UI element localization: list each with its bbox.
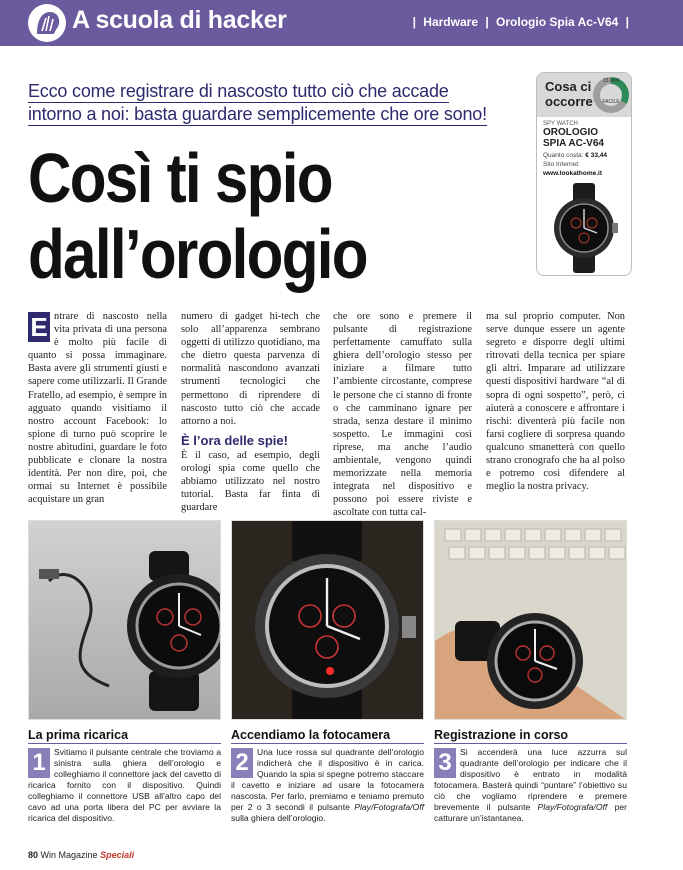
watch-product-icon bbox=[541, 183, 627, 273]
gauge-level: FACILE bbox=[602, 99, 620, 105]
step-1-number: 1 bbox=[28, 748, 50, 778]
step-1-text: Svitiamo il pulsante centrale che troviamo a sinistra sulla ghiera dell’orologio e colleghiamo il connettore jack del cavetto di ricarica fornito con il dispositivo. Quindi colleghiamo il connettore USB all’altro capo del cavo ad una porta libera del PC per avviare la ricarica del dispositivo. bbox=[28, 747, 221, 823]
difficulty-gauge-icon bbox=[593, 77, 629, 113]
title-line-1: Così ti spio bbox=[28, 139, 332, 217]
magazine-special: Speciali bbox=[100, 850, 135, 860]
requirements-box-header bbox=[537, 73, 631, 117]
step-1 bbox=[28, 728, 221, 824]
deck-line-1: Ecco come registrare di nascosto tutto ciò che accade bbox=[28, 81, 449, 101]
paragraph-spy-watch: È il caso, ad esempio, degli orologi spia come quello che abbiamo utilizzato nel nostro tutorial. Basta far finta di guardare bbox=[181, 449, 320, 514]
title-line-2: dall’orologio bbox=[28, 215, 367, 293]
section-header-band bbox=[0, 0, 683, 46]
article-column-4 bbox=[486, 310, 625, 493]
article-column-3 bbox=[333, 310, 472, 520]
paragraph-privacy: ma sul proprio computer. Non serve dunque essere un agente segreto e disporre degli ultimi ritrovati della tecnica per spiare gli altri. Imparare ad utilizzare questi dispositivi hardware “al di sopra di ogni sospetto”, però, ci aiuterà a conoscere e affrontare i rischi: diventerà più facile non farsi cogliere di sorpresa quando qualcuno smanetterà con quello strano cronografo che ha al polso e potremo così difendere al meglio la nostra privacy. bbox=[486, 311, 625, 493]
site-link[interactable]: www.lookathome.it bbox=[543, 170, 602, 177]
product-category: SPY WATCH bbox=[543, 121, 578, 127]
site-label: Sito Internet: bbox=[543, 161, 580, 168]
price-value: € 33,44 bbox=[585, 152, 607, 159]
step-2-text: Una luce rossa sul quadrante dell’orologio indicherà che il dispositivo è in carica. Quando la spia si spegne potremo staccare il cavetto e iniziare ad usare la fotocamera nascosta. Per farlo, premiamo e teniamo premuto per 2 o 3 secondi il pulsante Play/Fotografa/Off sulla ghiera dell’orologio. bbox=[231, 747, 424, 823]
paragraph-gadgets: numero di gadget hi-tech che solo all’apparenza sembrano oggetti di utilizzo quotidiano, ma che dietro questa parvenza di normalità nascondono avanzati strumenti tecnologici che permettono di riprendere di nascosto tutto ciò che accade attorno a noi. bbox=[181, 311, 320, 427]
step-1-title: La prima ricarica bbox=[28, 728, 221, 744]
requirements-body bbox=[537, 117, 631, 181]
price-row: Quanto costa: € 33,44 bbox=[543, 152, 607, 159]
requirements-box bbox=[536, 72, 632, 276]
magazine-name: Win Magazine bbox=[40, 850, 98, 860]
requirements-heading: Cosa ci occorre bbox=[545, 79, 593, 109]
article-subheading: È l’ora delle spie! bbox=[181, 432, 288, 448]
article-title bbox=[28, 140, 458, 292]
article-column-2 bbox=[181, 310, 320, 514]
dropcap: E bbox=[28, 312, 50, 342]
step-3-title: Registrazione in corso bbox=[434, 728, 627, 744]
article-deck bbox=[28, 80, 528, 126]
step-3-text: Si accenderà una luce azzurra sul quadrante dell’orologio per indicare che il dispositivo è entrato in modalità fotocamera. Basterà quindi “puntare” l’obiettivo su ciò che vogliamo riprendere e premere brevemente il pulsante Play/Fotografa/Off per catturare un’istantanea. bbox=[434, 747, 627, 823]
photo-watch-charging bbox=[28, 520, 221, 720]
product-name: OROLOGIO SPIA AC-V64 bbox=[543, 127, 604, 149]
photo-watch-red-light bbox=[231, 520, 424, 720]
breadcrumb: | Hardware | Orologio Spia Ac-V64 | bbox=[412, 15, 629, 29]
step-2 bbox=[231, 728, 424, 824]
breadcrumb-product[interactable]: Orologio Spia Ac-V64 bbox=[496, 15, 619, 29]
breadcrumb-hardware[interactable]: Hardware bbox=[423, 15, 478, 29]
article-column-1 bbox=[28, 310, 167, 506]
step-2-number: 2 bbox=[231, 748, 253, 778]
step-3-number: 3 bbox=[434, 748, 456, 778]
page-number: 80 bbox=[28, 850, 39, 860]
step-3 bbox=[434, 728, 627, 824]
page-footer bbox=[28, 850, 134, 860]
deck-line-2: intorno a noi: basta guardare semplicemente che ore sono! bbox=[28, 104, 487, 124]
gauge-time: 15 MIN bbox=[602, 78, 620, 84]
section-title: A scuola di hacker bbox=[72, 6, 287, 34]
paragraph-intro: ntrare di nascosto nella vita privata di una persona è molto più facile di quanto si possa immaginare. Basta avere gli strumenti giusti e sapere come utilizzarli. Il Grande Fratello, ad esempio, è sempre in agguato quando visitiamo il nostro account Facebook: lo spione di turno può scoprire le nostre abitudini, guardare le foto pubblicate e clonare la nostra identità. Per non dire, poi, che ormai su Internet è possibile acquistare un gran bbox=[28, 311, 167, 506]
hacker-head-icon bbox=[28, 4, 66, 42]
paragraph-recording: che ore sono e premere il pulsante di registrazione perfettamente camuffato sulla ghiera dell’orologio stesso per iniziare a filmare tutto l’ambiente circostante, comprese le persone che ci stanno di fronte o che camminano ignare per strada, senza destare il minimo sospetto. Le immagini così riprese, ma anche l’audio ambientale, vengono quindi memorizzate nella memoria integrata nel dispositivo e possono poi essere riviste e ascoltate con tutta cal- bbox=[333, 311, 472, 519]
step-2-title: Accendiamo la fotocamera bbox=[231, 728, 424, 744]
photo-watch-keyboard bbox=[434, 520, 627, 720]
